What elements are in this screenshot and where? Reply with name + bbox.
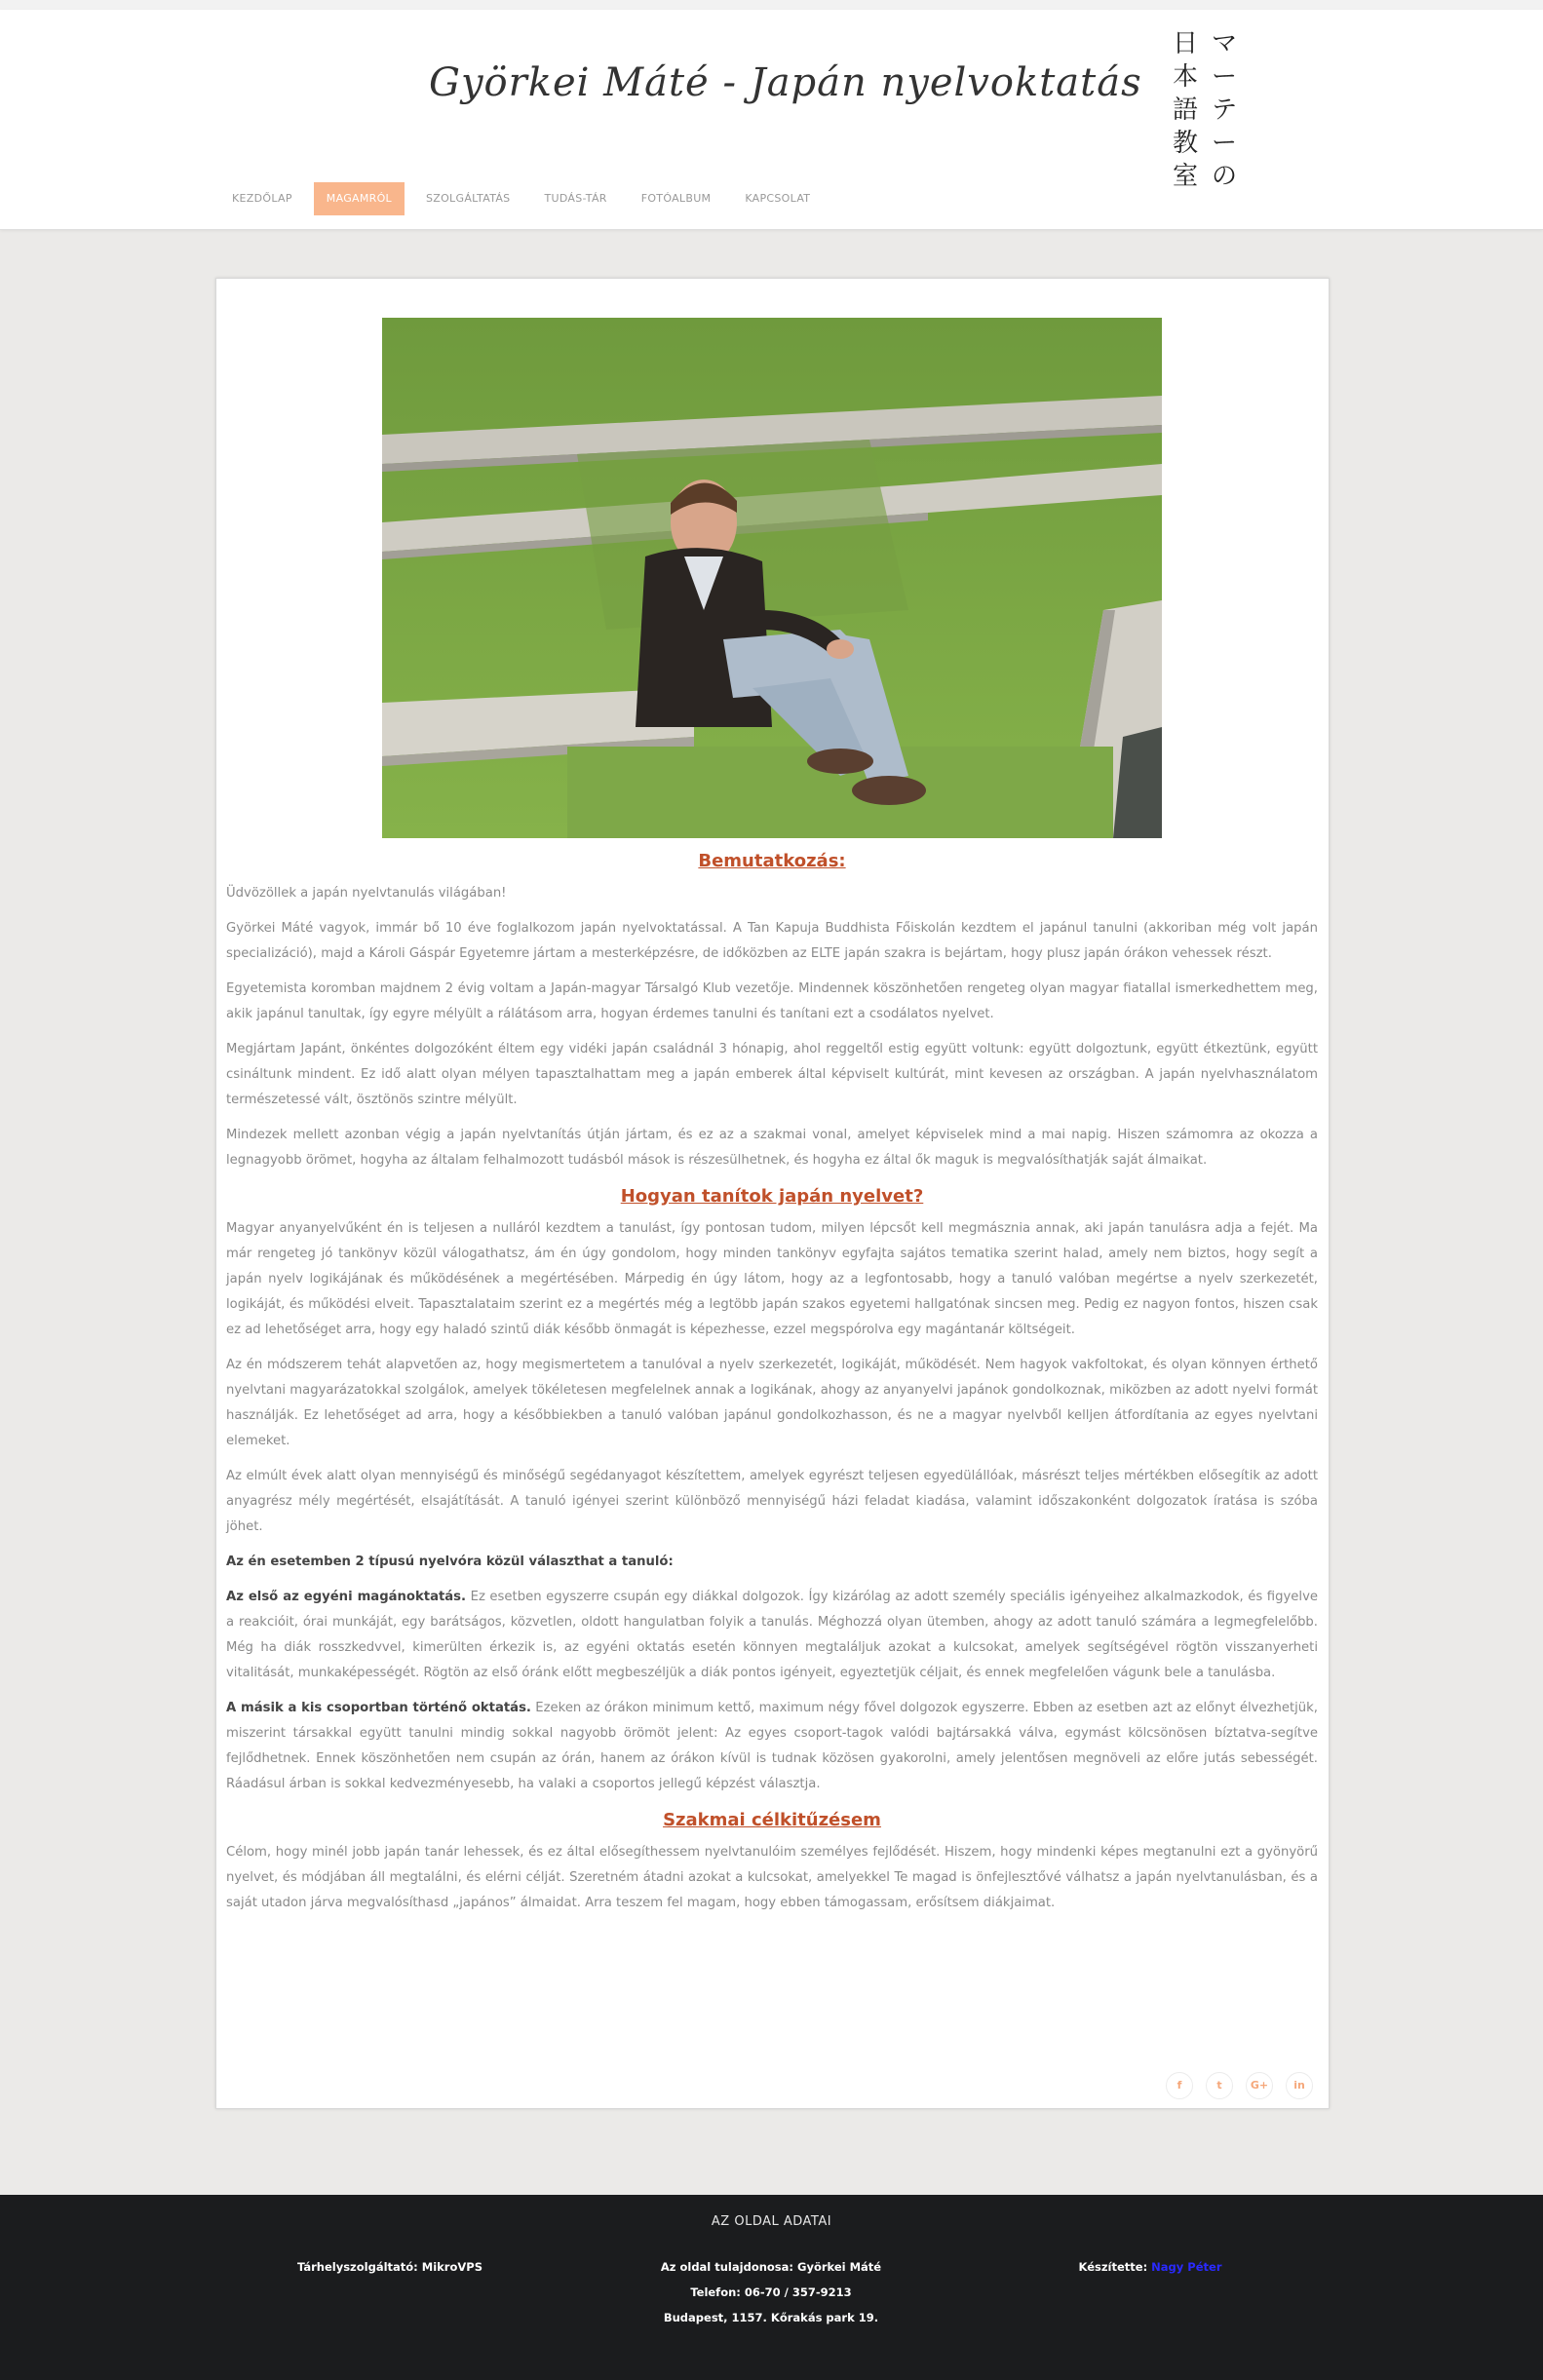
paragraph-materials: Az elmúlt évek alatt olyan mennyiségű és minőségű segédanyagot készítettem, amelyek egyrészt teljesen egyedülállóak, másrészt teljes mértékben elősegítik az adott anyagrész mély megértését, elsajátítását. A tanuló igényei szerint különböző mennyiségű házi feladat kiadása, valamint időszakonként dolgozatok íratása is szóba jöhet. — [226, 1469, 1318, 1534]
logo-char: 室 — [1172, 162, 1198, 191]
logo-char: マ — [1211, 29, 1237, 58]
footer-phone: Telefon: 06-70 / 357-9213 — [690, 2285, 852, 2299]
paragraph-background: Györkei Máté vagyok, immár bő 10 éve foglalkozom japán nyelvoktatással. A Tan Kapuja Buddhista Főiskolán kezdtem el japánul tanulni (akkoriban még volt japán specializáció), majd a Károli Gáspár Egyetemre jártam a mesterképzésre, de időközben az ELTE japán szakra is bejártam, hogy plusz japán órákon vehessek részt. — [226, 921, 1318, 961]
top-strip — [0, 0, 1543, 10]
profile-photo-illustration — [382, 318, 1162, 838]
footer-host-column — [292, 2254, 487, 2280]
nav-item-kezdolap[interactable]: KEZDŐLAP — [232, 192, 292, 205]
footer-owner-column — [625, 2254, 917, 2330]
profile-photo — [382, 318, 1162, 838]
site-footer — [0, 2195, 1543, 2380]
linkedin-icon[interactable]: in — [1286, 2072, 1313, 2099]
logo-char: ー — [1211, 62, 1237, 92]
footer-credit-column — [1053, 2254, 1248, 2280]
group-lessons-text: Ezeken az órákon minimum kettő, maximum négy fővel dolgozok egyszerre. Ebben az esetben azt az előnyt élvezhetjük, miszerint társakkal együtt tanulni mindig sokkal nagyobb örömöt jelent: Az egyes csoport-tagok valódi bajtársakká válva, egymást kölcsönösen bíztatva-segítve fejlődhetnek. Ennek köszönhetően nem csupán az órán, hanem az órákon kívül is tudnak közösen gyakorolni, amely jelentősen megnöveli az előre jutás sebességét. Ráadásul árban is sokkal kedvezményesebb, ha valaki a csoportos jellegű képzést választja. — [226, 1701, 1318, 1791]
nav-item-szolgaltatas[interactable]: SZOLGÁLTATÁS — [425, 192, 511, 205]
facebook-icon[interactable]: f — [1166, 2072, 1193, 2099]
logo-char: 本 — [1172, 62, 1198, 92]
private-lessons-text: Ez esetben egyszerre csupán egy diákkal dolgozok. Így kizárólag az adott személy speciális igényeihez alkalmazkodok, és figyelve a reakcióit, órai munkáját, egy barátságos, közvetlen, oldott hangulatban folyik a tanulás. Méghozzá olyan ütemben, ahogy az adott tanuló számára a legmegfelelőbb. Még ha diák rosszkedvvel, kimerülten érkezik is, az egyéni oktatás esetén könnyen megtaláljuk azokat a kulcsokat, amelyek segítségével rögtön visszanyerheti vitalitását, munkaképességét. Rögtön az első óránk előtt megbeszéljük a diák pontos igényeit, egyeztetjük céljait, és ennek megfelelően vágunk bele a tanulásba. — [226, 1590, 1318, 1680]
footer-made-by-link[interactable]: Nagy Péter — [1151, 2260, 1222, 2274]
footer-host: Tárhelyszolgáltató: MikroVPS — [296, 2260, 482, 2274]
paragraph-intro-greeting: Üdvözöllek a japán nyelvtanulás világában! — [226, 886, 507, 901]
paragraph-japan-stay: Megjártam Japánt, önkéntes dolgozóként éltem egy vidéki japán családnál 3 hónapig, ahol reggeltől estig együtt voltunk: együtt dolgoztunk, együtt étkeztünk, együtt csináltunk mindent. Ez idő alatt olyan mélyen tapasztalhattam meg a japán emberek által képviselt kultúrát, mint kevesen az országban. A japán nyelvhasználatom természetessé vált, ösztönös szintre mélyült. — [226, 1042, 1318, 1107]
footer-address: Budapest, 1157. Kőrakás park 19. — [663, 2311, 879, 2324]
footer-title: AZ OLDAL ADATAI — [711, 2214, 832, 2229]
paragraph-private-lessons — [226, 1585, 1318, 1686]
main-nav — [219, 182, 831, 215]
logo-katakana-column — [1209, 27, 1240, 193]
about-content — [226, 848, 1318, 1926]
footer-made-by-label: Készítette: — [1078, 2260, 1152, 2274]
social-share-bar — [1153, 2072, 1313, 2099]
logo-char: ー — [1211, 129, 1237, 158]
nav-item-kapcsolat[interactable]: KAPCSOLAT — [745, 192, 811, 205]
group-lessons-title: A másik a kis csoportban történő oktatás. — [226, 1701, 531, 1715]
content-panel — [215, 278, 1330, 2109]
nav-item-magamrol[interactable]: MAGAMRÓL — [314, 182, 405, 215]
paragraph-goal: Célom, hogy minél jobb japán tanár lehessek, és ez által elősegíthessem nyelvtanulóim személyes fejlődését. Hiszem, hogy mindenki képes megtanulni ezt a gyönyörű nyelvet, és módjában áll megtalálni, és elérni célját. Szeretném átadni azokat a kulcsokat, amelyekkel Te magad is önfejlesztővé válhatsz a japán nyelvtanulásban, és a saját utadon járva megvalósíthasd „japános” álmaidat. Arra teszem fel magam, hogy ebben támogassam, erősítsem diákjaimat. — [226, 1845, 1318, 1910]
site-header — [0, 10, 1543, 230]
logo-char: 日 — [1172, 29, 1198, 58]
nav-item-fotoalbum[interactable]: FOTÓALBUM — [640, 192, 712, 205]
paragraph-method-2: Az én módszerem tehát alapvetően az, hogy megismertetem a tanulóval a nyelv szerkezetét, logikáját, működését. Nem hagyok vakfoltokat, és olyan könnyen érthető nyelvtani magyarázatokkal szolgálok, amelyek tökéletesen megfelelnek annak a logikának, ahogy az anyanyelvi japánok gondolkoznak, miközben az adott nyelvi formát használják. Ez lehetőséget ad arra, hogy a későbbiekben a tanuló valóban japánul gondolkozhasson, és ne a magyar nyelvből kelljen átfordítania az egyes nyelvtani elemeket. — [226, 1358, 1318, 1448]
nav-item-tudas-tar[interactable]: TUDÁS-TÁR — [544, 192, 607, 205]
paragraph-group-lessons — [226, 1696, 1318, 1797]
heading-goal: Szakmai célkitűzésem — [663, 1810, 881, 1830]
twitter-icon[interactable]: t — [1206, 2072, 1233, 2099]
paragraph-teaching-path: Mindezek mellett azonban végig a japán nyelvtanítás útján jártam, és ez az a szakmai vonal, amelyet képviselek mind a mai napig. Hiszen számomra az okozza a legnagyobb örömet, hogyha az általam felhalmozott tudásból mások is részesülhetnek, és hogyha ez által ők maguk is megvalósíthatják saját álmaikat. — [226, 1128, 1318, 1168]
logo-char: テ — [1211, 96, 1237, 125]
logo-char: 教 — [1172, 129, 1198, 158]
private-lessons-title: Az első az egyéni magánoktatás. — [226, 1590, 467, 1604]
logo-char: 語 — [1172, 96, 1198, 125]
paragraph-club: Egyetemista koromban majdnem 2 évig voltam a Japán-magyar Társalgó Klub vezetője. Mindennek köszönhetően rengeteg olyan magyar fiatallal ismerkedhettem meg, akik japánul tanultak, így egyre mélyült a rálátásom arra, hogyan érdemes tanulni és tanítani ezt a csodálatos nyelvet. — [226, 981, 1318, 1021]
paragraph-lesson-types: Az én esetemben 2 típusú nyelvóra közül választhat a tanuló: — [226, 1555, 674, 1569]
heading-bemutatkozas: Bemutatkozás: — [698, 851, 846, 871]
heading-method: Hogyan tanítok japán nyelvet? — [620, 1186, 924, 1207]
paragraph-method-1: Magyar anyanyelvűként én is teljesen a nulláról kezdtem a tanulást, így pontosan tudom, milyen lépcsőt kell megmásznia annak, aki japán tanulásra adja a fejét. Ma már rengeteg jó tankönyv közül válogathatsz, ám én úgy gondolom, hogy minden tankönyv egyfajta sajátos tematika szerint halad, amely nem biztos, hogy segít a japán nyelv logikájának és működésének a megértésében. Márpedig én úgy látom, hogy az a legfontosabb, hogy a tanuló valóban megértse a nyelv szerkezetét, logikáját, és működési elveit. Tapasztalataim szerint ez a megértés még a legtöbb japán szakos egyetemi hallgatónak sincsen meg. Pedig ez nagyon fontos, hiszen csak ez ad lehetőséget arra, hogy egy haladó szintű diák később önmagát is képezhesse, ezzel megspórolva egy magántanár költségeit. — [226, 1221, 1318, 1337]
footer-owner: Az oldal tulajdonosa: Györkei Máté — [660, 2260, 882, 2274]
logo-kanji-column — [1170, 27, 1201, 193]
google-plus-icon[interactable]: G+ — [1246, 2072, 1273, 2099]
site-title[interactable]: Györkei Máté - Japán nyelvoktatás — [429, 60, 1142, 105]
logo-char: の — [1211, 162, 1237, 191]
